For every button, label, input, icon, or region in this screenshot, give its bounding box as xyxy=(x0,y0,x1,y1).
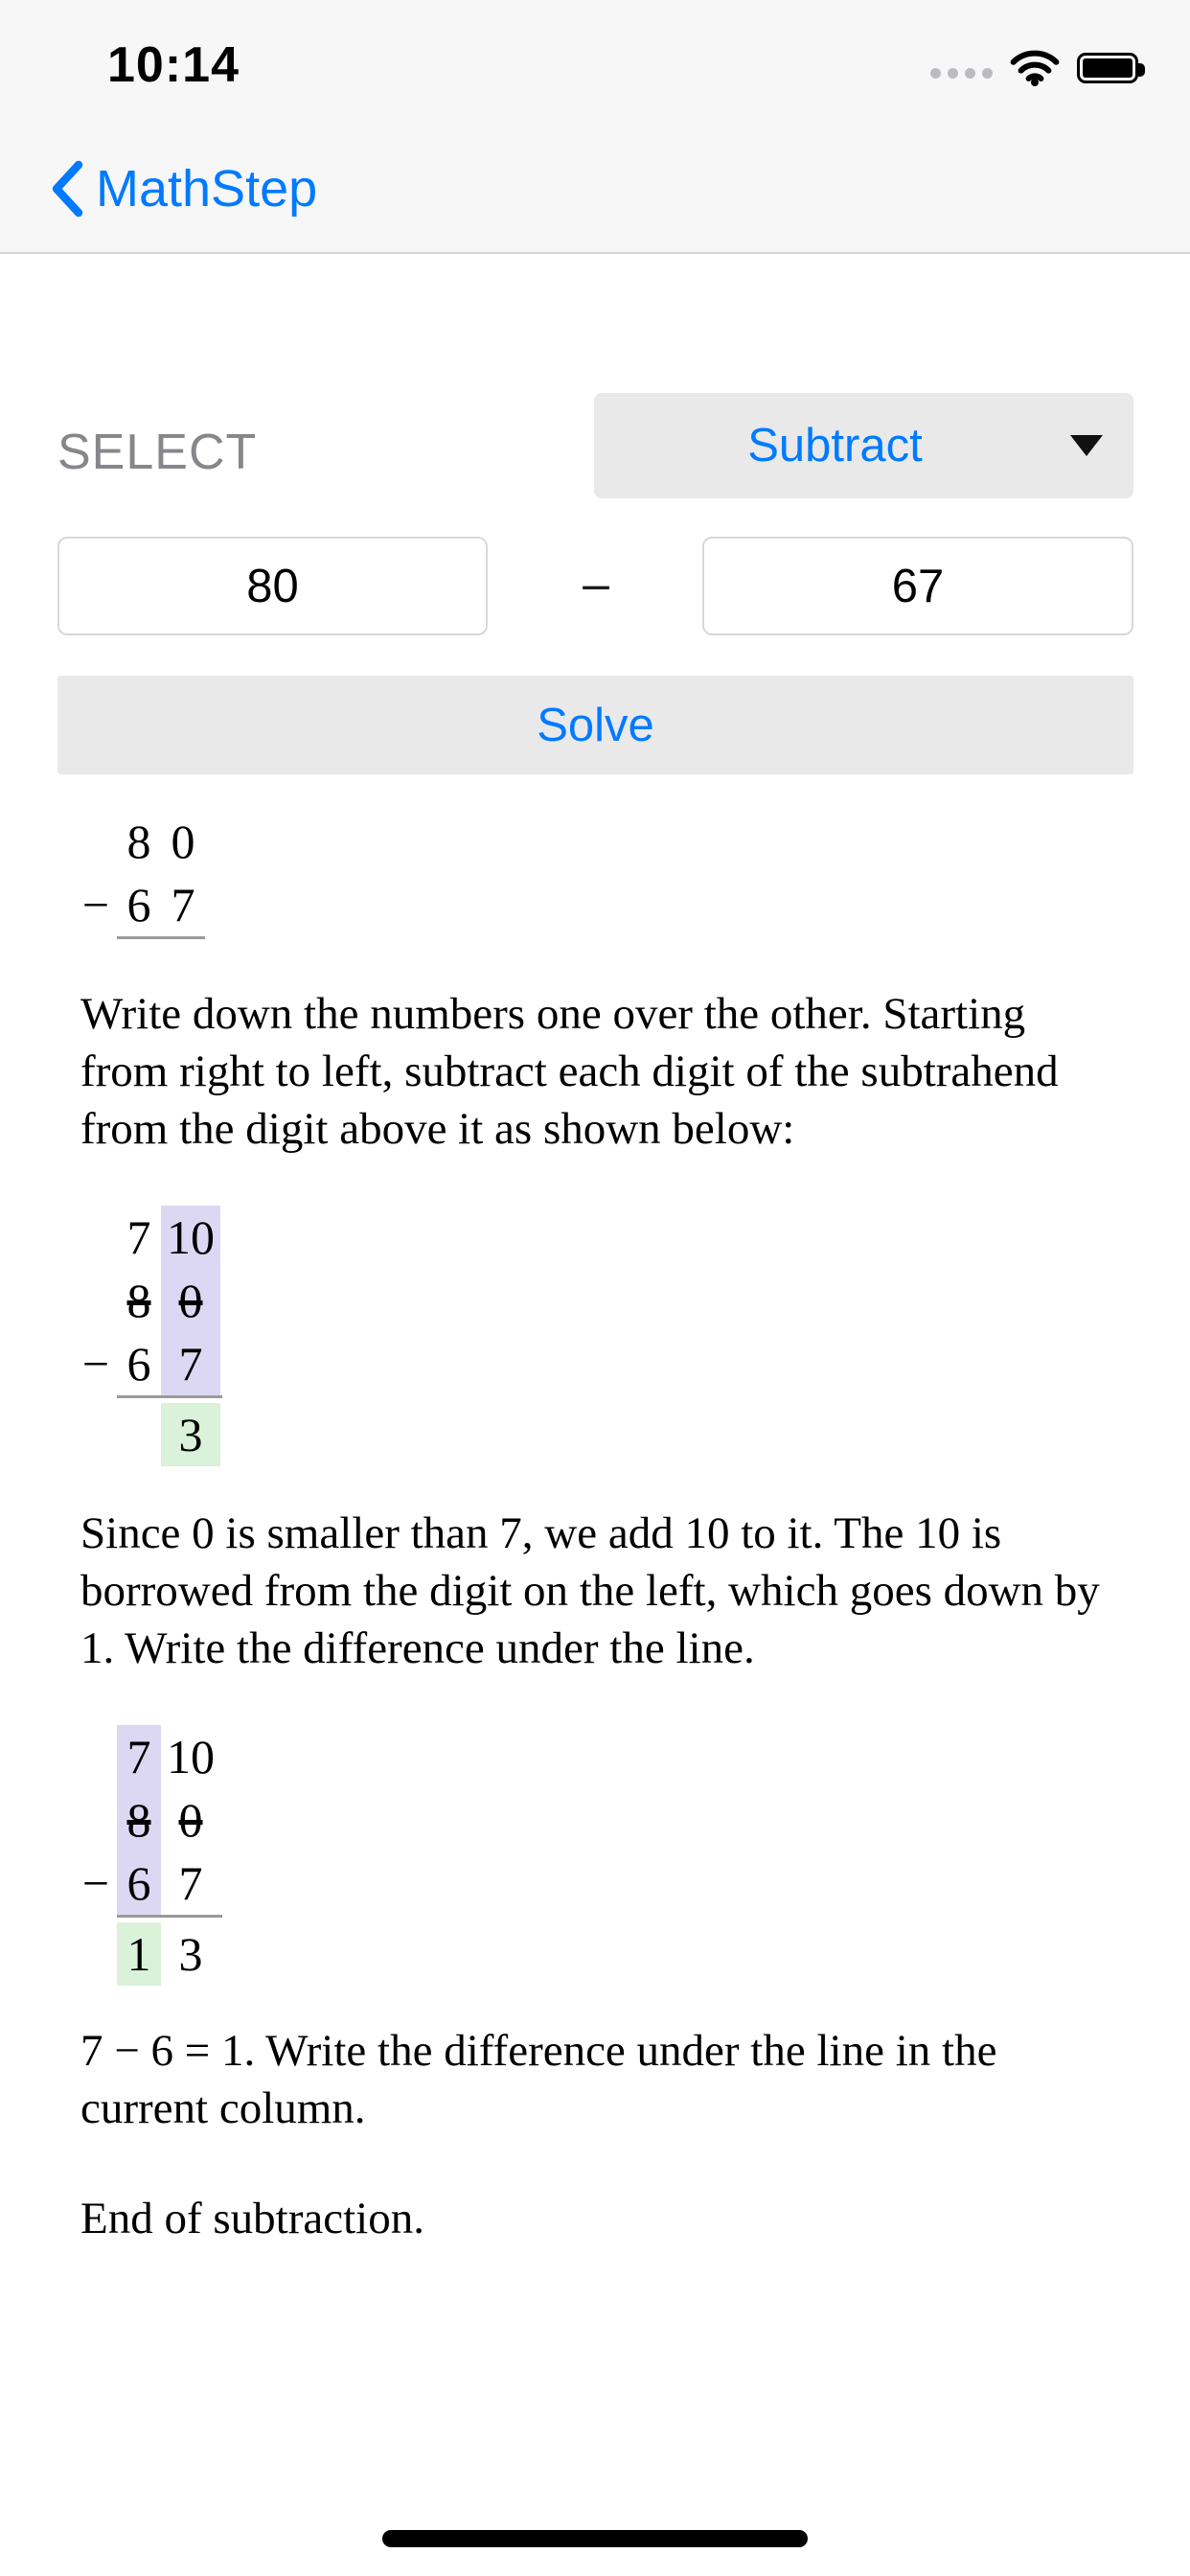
chevron-left-icon xyxy=(50,160,84,218)
subtrahend-row xyxy=(75,1332,222,1395)
math-cell xyxy=(75,1922,117,1986)
solve-button[interactable]: Solve xyxy=(57,676,1133,774)
minuend-row xyxy=(75,1788,222,1852)
minuend-row xyxy=(75,810,205,873)
operator-dash: – xyxy=(583,557,609,610)
battery-nub xyxy=(1138,63,1145,77)
back-button[interactable] xyxy=(50,159,317,218)
subtraction-line xyxy=(117,1915,222,1922)
operation-dropdown-value: Subtract xyxy=(747,420,923,472)
math-work-tens-step xyxy=(75,1725,222,1986)
math-cell xyxy=(75,1206,117,1269)
result-digit: 3 xyxy=(178,1927,203,1981)
math-work-borrow-step xyxy=(75,1206,222,1466)
battery-fill xyxy=(1083,58,1133,78)
minus-sign: − xyxy=(81,1337,110,1391)
result-row xyxy=(75,1922,222,1986)
math-digit: 7 xyxy=(161,1332,220,1395)
step-text-end: End of subtraction. xyxy=(80,2194,424,2243)
step-text-3: 7 − 6 = 1. Write the difference under the line in the current column. xyxy=(80,2026,997,2133)
subtraction-line xyxy=(117,1395,222,1403)
subtrahend-input[interactable] xyxy=(702,537,1133,635)
carry-digit: 7 xyxy=(117,1725,161,1788)
subtrahend-row xyxy=(75,873,205,936)
math-digit: 8 xyxy=(126,815,151,868)
math-cell xyxy=(75,810,117,873)
math-digit: 6 xyxy=(126,878,151,932)
step-text-1: Write down the numbers one over the other. Starting from right to left, subtract each digit of the subtrahend from the digit above it as shown below: xyxy=(80,989,1059,1154)
step-text-2: Since 0 is smaller than 7, we add 10 to it. The 10 is borrowed from the digit on the left, which goes down by 1. Write the difference under the line. xyxy=(80,1508,1100,1673)
carry-digit: 10 xyxy=(161,1206,220,1269)
wifi-icon xyxy=(1010,50,1060,86)
status-icons xyxy=(930,50,1138,86)
math-digit-struck: 0 xyxy=(178,1793,203,1847)
navigation-chrome xyxy=(0,0,1190,254)
home-indicator[interactable] xyxy=(382,2530,808,2547)
carry-row xyxy=(75,1725,222,1788)
math-digit: 7 xyxy=(171,878,195,932)
minus-sign: − xyxy=(81,878,110,932)
caret-down-icon xyxy=(1070,435,1103,456)
math-cell xyxy=(75,1403,117,1466)
subtrahend-row xyxy=(75,1852,222,1915)
cellular-signal-icon xyxy=(930,68,993,79)
math-work-initial xyxy=(75,810,205,944)
result-row xyxy=(75,1403,222,1466)
math-digit: 0 xyxy=(171,815,195,868)
back-button-label: MathStep xyxy=(96,160,318,218)
result-digit: 1 xyxy=(117,1922,161,1986)
minus-sign: − xyxy=(81,1856,110,1910)
math-digit: 7 xyxy=(178,1856,203,1910)
result-digit: 3 xyxy=(161,1403,220,1466)
minuend-row xyxy=(75,1269,222,1332)
math-digit-struck: 0 xyxy=(161,1269,220,1332)
math-digit-struck: 8 xyxy=(117,1788,161,1852)
math-cell xyxy=(117,1403,161,1466)
math-digit: 6 xyxy=(117,1852,161,1915)
math-cell xyxy=(75,1788,117,1852)
minuend-input[interactable] xyxy=(57,537,488,635)
math-digit: 6 xyxy=(126,1337,151,1391)
math-digit-struck: 8 xyxy=(126,1274,151,1327)
subtraction-line xyxy=(117,936,205,944)
carry-digit: 7 xyxy=(126,1210,151,1264)
battery-icon xyxy=(1077,53,1138,83)
carry-digit: 10 xyxy=(167,1730,215,1783)
carry-row xyxy=(75,1206,222,1269)
operation-dropdown[interactable] xyxy=(594,393,1133,498)
status-time: 10:14 xyxy=(107,37,240,93)
math-cell xyxy=(75,1725,117,1788)
select-label: SELECT xyxy=(57,425,258,480)
math-cell xyxy=(75,1269,117,1332)
